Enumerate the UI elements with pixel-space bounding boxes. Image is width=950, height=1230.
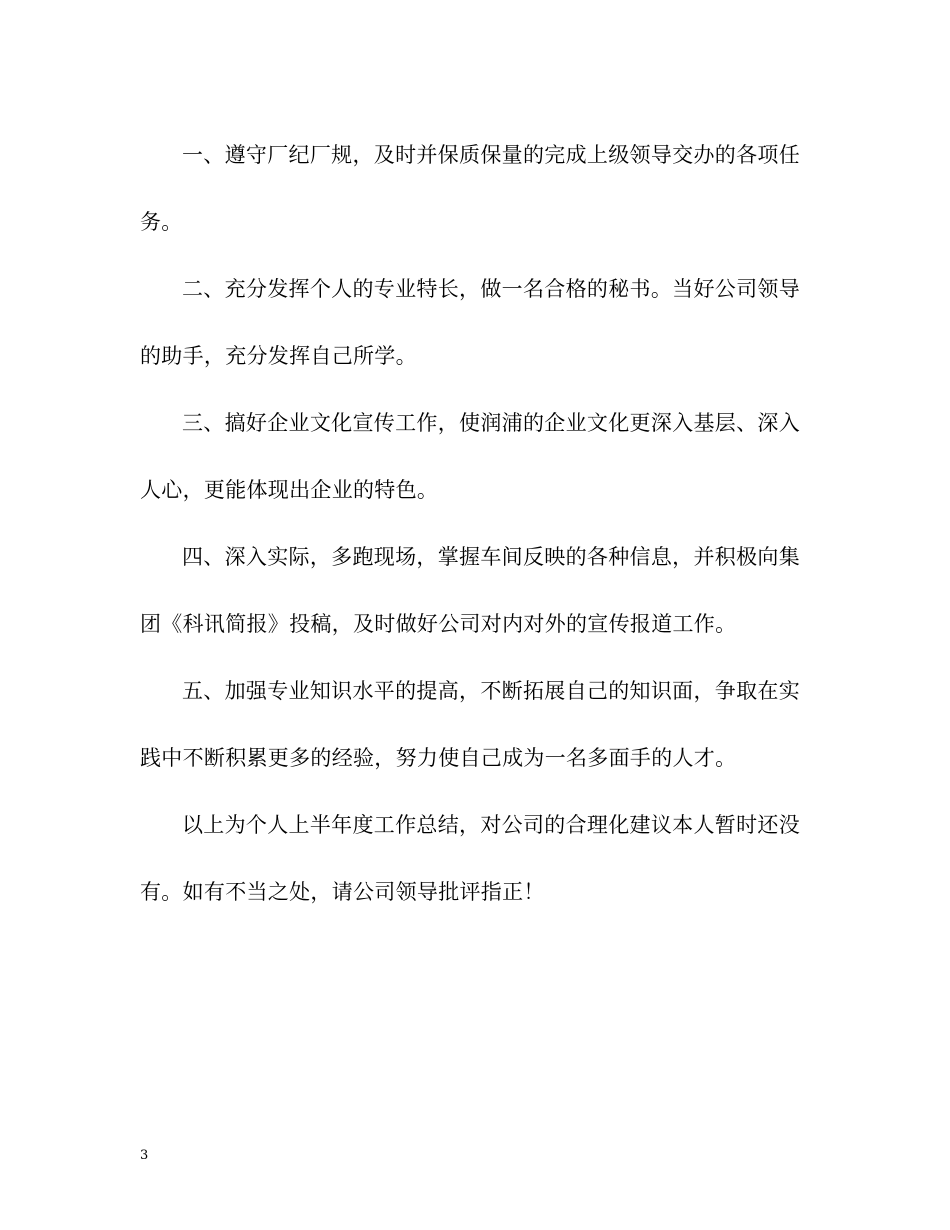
paragraph-3: 三、搞好企业文化宣传工作，使润浦的企业文化更深入基层、深入人心，更能体现出企业的特色。	[140, 411, 800, 502]
paragraph-5: 五、加强专业知识水平的提高，不断拓展自己的知识面，争取在实践中不断积累更多的经验，努力使自己成为一名多面手的人才。	[140, 679, 800, 770]
paragraph-6: 以上为个人上半年度工作总结，对公司的合理化建议本人暂时还没有。如有不当之处，请公司领导批评指正！	[140, 813, 800, 904]
paragraph-2: 二、充分发挥个人的专业特长，做一名合格的秘书。当好公司领导的助手，充分发挥自己所学。	[140, 277, 800, 368]
paragraph-4: 四、深入实际，多跑现场，掌握车间反映的各种信息，并积极向集团《科讯简报》投稿，及时做好公司对内对外的宣传报道工作。	[140, 545, 800, 636]
page-number: 3	[140, 1148, 149, 1163]
paragraph-1: 一、遵守厂纪厂规，及时并保质保量的完成上级领导交办的各项任务。	[140, 143, 800, 234]
document-body	[140, 122, 800, 926]
